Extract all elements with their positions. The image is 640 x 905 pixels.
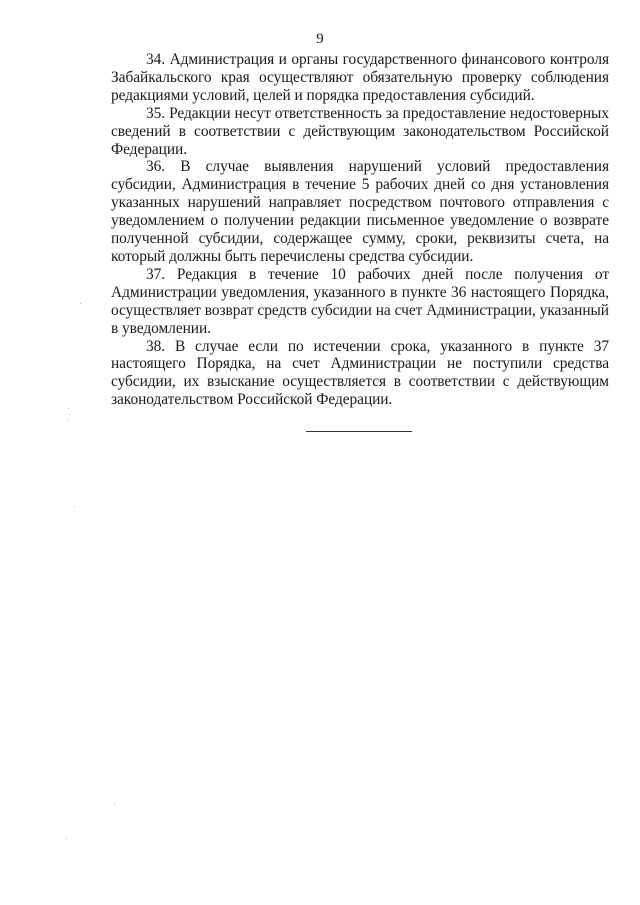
scan-speck: [80, 303, 81, 304]
scan-speck: [69, 414, 70, 415]
paragraph-38: 38. В случае если по истечении срока, указанного в пункте 37 настоящего Порядка, на счет Администрации не поступили средства субсидии, их взыскание осуществляется в соответствии с действующим законодательством Российской Федерации.: [111, 337, 609, 409]
scan-speck: [66, 838, 67, 839]
scan-speck: [68, 420, 69, 421]
scan-speck: [68, 408, 69, 409]
paragraph-35: 35. Редакции несут ответственность за предоставление недостоверных сведений в соответствии с действующим законодательством Российской Федерации.: [111, 104, 609, 158]
document-body: [111, 51, 609, 409]
scan-speck: [74, 506, 75, 507]
paragraph-36: 36. В случае выявления нарушений условий предоставления субсидии, Администрация в течение 5 рабочих дней со дня установления указанных нарушений направляет посредством почтового отправления с уведомлением о получении редакции письменное уведомление о возврате полученной субсидии, содержащее сумму, сроки, реквизиты счета, на который должны быть перечислены средства субсидии.: [111, 158, 609, 265]
paragraph-37: 37. Редакция в течение 10 рабочих дней после получения от Администрации уведомления, указанного в пункте 36 настоящего Порядка, осуществляет возврат средств субсидии на счет Администрации, указанный в уведомлении.: [111, 265, 609, 337]
page-number: 9: [316, 31, 324, 47]
scan-speck: [114, 804, 115, 805]
end-of-text-rule: [306, 431, 412, 432]
paragraph-34: 34. Администрация и органы государственного финансового контроля Забайкальского края осуществляют обязательную проверку соблюдения редакциями условий, целей и порядка предоставления субсидий.: [111, 51, 609, 104]
